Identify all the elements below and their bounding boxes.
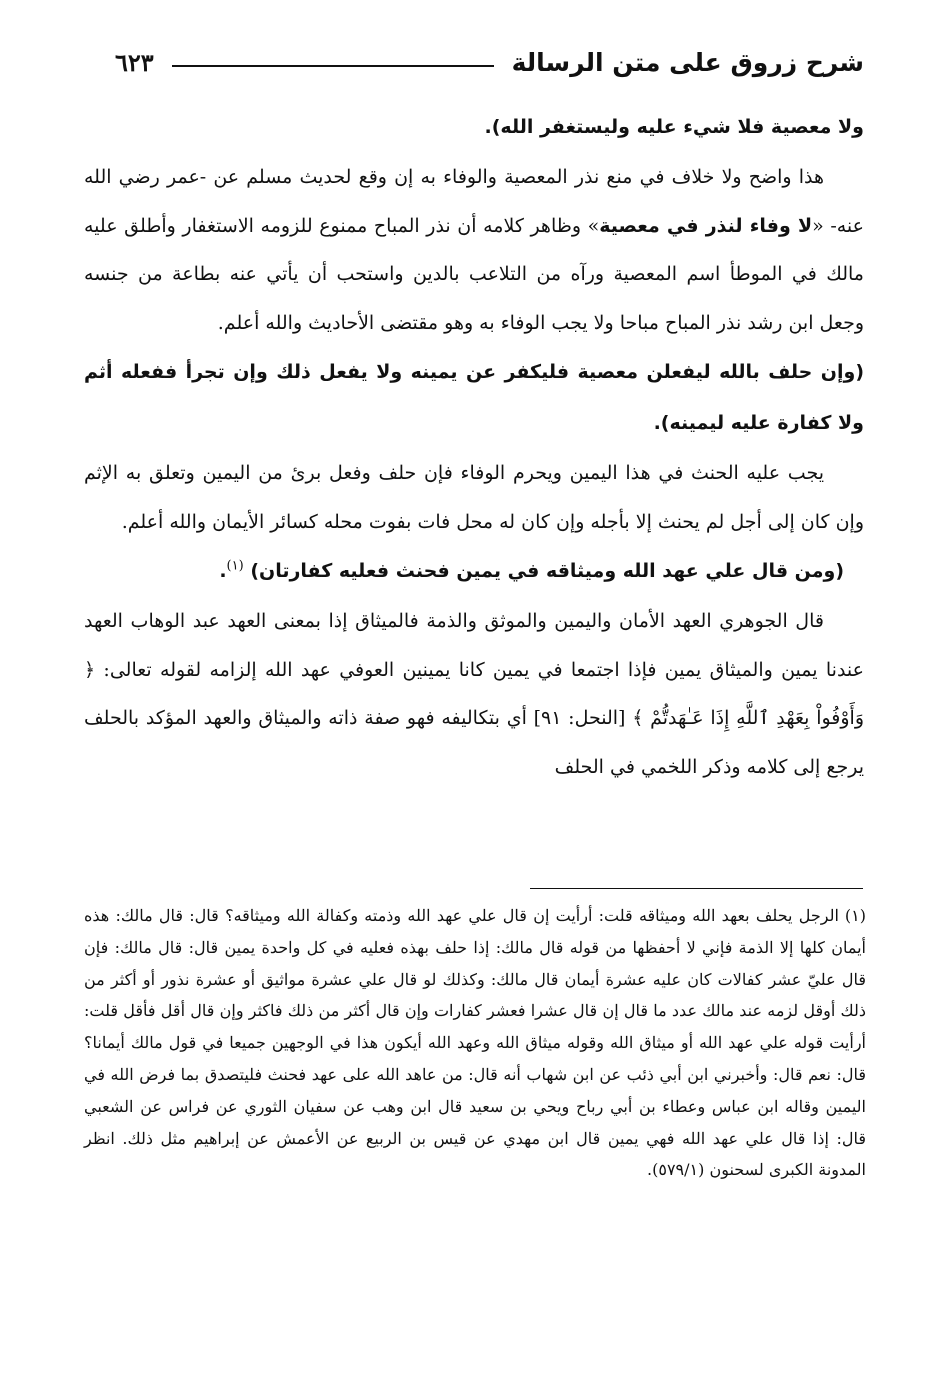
footnote-number: (١) — [844, 906, 866, 925]
commentary-paragraph-3: قال الجوهري العهد الأمان واليمين والموثق والذمة فالميثاق إذا بمعنى العهد عبد الوهاب العهد عندنا يمين والميثاق يمين فإذا اجتمعا في يمين كانا يمينين العوفي عهد الله إلزامه لقوله تعالى: ﴿ وَأَوْفُواْ بِعَهْدِ ٱللَّهِ إِذَا عَـٰهَدتُّمْ ﴾ [النحل: ٩١] أي بتكاليفه فهو صفة ذاته والميثاق والعهد المؤكد بالحلف يرجع إلى كلامه وذكر اللخمي في الحلف — [84, 610, 865, 778]
matn-3-text: (ومن قال علي عهد الله وميثاقه في يمين فحنث فعليه كفارتان) — [250, 560, 844, 582]
footnotes — [84, 900, 866, 1186]
matn-line-3 — [84, 546, 864, 597]
hadith-quote: لا وفاء لنذر في معصية — [599, 214, 813, 237]
page-number: ٦٢٣ — [115, 47, 154, 77]
matn-3-end: . — [219, 560, 227, 582]
footnote-separator — [530, 888, 863, 889]
footnote-reference[interactable]: (١) — [226, 558, 244, 574]
commentary-1-part-a: هذا واضح ولا خلاف في منع نذر المعصية والوفاء به إن وقع لحديث مسلم عن -عمر رضي الله عنه- « — [84, 166, 864, 237]
footnote-text: الرجل يحلف بعهد الله وميثاقه قلت: أرأيت إن قال علي عهد الله وذمته وكفالة الله وميثاقه؟ قال: قال مالك: هذه أيمان كلها إلا الذمة فإني لا أحفظها من قوله قال مالك: إذا حلف بهذه فعليه في كل واحدة يمين قال: قال مالك: فإن قال عليّ عشر كفالات كان عليه عشرة أيمان قال مالك: وكذلك لو قال علي عشرة مواثيق أو عشرة نذور أو أكثر من ذلك أوقل لزمه عند مالك عدد ما قال إن قال عشرا فعشر كفارات وإن قال أكثر من ذلك فاكثر وإن قال أقل فأقل قلت: أرأيت قوله علي عهد الله أو ميثاق الله وقوله ميثاق الله وعهد الله أيكون هذا في الوجهين جميعا في قول مالك أيمانا؟ قال: نعم قال: وأخبرني ابن أبي ذئب عن ابن شهاب أنه قال: من عاهد الله على عهد فحنث فليتصدق بما فرض الله في اليمين وقاله ابن عباس وعطاء بن أبي رباح ويحي بن سعيد قال ابن وهب عن سفيان الثوري عن فراس عن الشعبي قال: إذا قال علي عهد الله فهي يمين قال ابن مهدي عن قيس بن الربيع عن الأعمش عن إبراهيم مثل ذلك. انظر المدونة الكبرى لسحنون (٥٧٩/١). — [84, 906, 867, 1180]
main-text — [84, 102, 864, 791]
commentary-1-part-b: » وظاهر كلامه أن نذر المباح ممنوع للزومه الاستغفار وأطلق عليه مالك في الموطأ اسم المعصية ورآه من التلاعب بالدين واستحب أن يأتي عنه بطاعة من جنسه وجعل ابن رشد نذر المباح مباحا ولا يجب الوفاء به وهو مقتضى الأحاديث والله أعلم. — [84, 214, 864, 334]
commentary-paragraph-2: يجب عليه الحنث في هذا اليمين ويحرم الوفاء فإن حلف وفعل برئ من اليمين وتعلق به الإثم وإن كان إلى أجل لم يحنث إلا بأجله وإن كان له محل فات بفوت محله كسائر الأيمان والله أعلم. — [84, 462, 864, 533]
header-title: شرح زروق على متن الرسالة — [511, 47, 864, 77]
matn-line-1: ولا معصية فلا شيء عليه وليستغفر الله). — [484, 116, 864, 138]
matn-line-2: (وإن حلف بالله ليفعلن معصية فليكفر عن يمينه ولا يفعل ذلك وإن تجرأ ففعله أثم ولا كفارة عليه ليمينه). — [84, 361, 864, 434]
header-rule — [172, 65, 494, 67]
footnote-1 — [84, 900, 866, 1186]
running-header — [115, 40, 864, 84]
commentary-paragraph-1 — [84, 153, 864, 347]
